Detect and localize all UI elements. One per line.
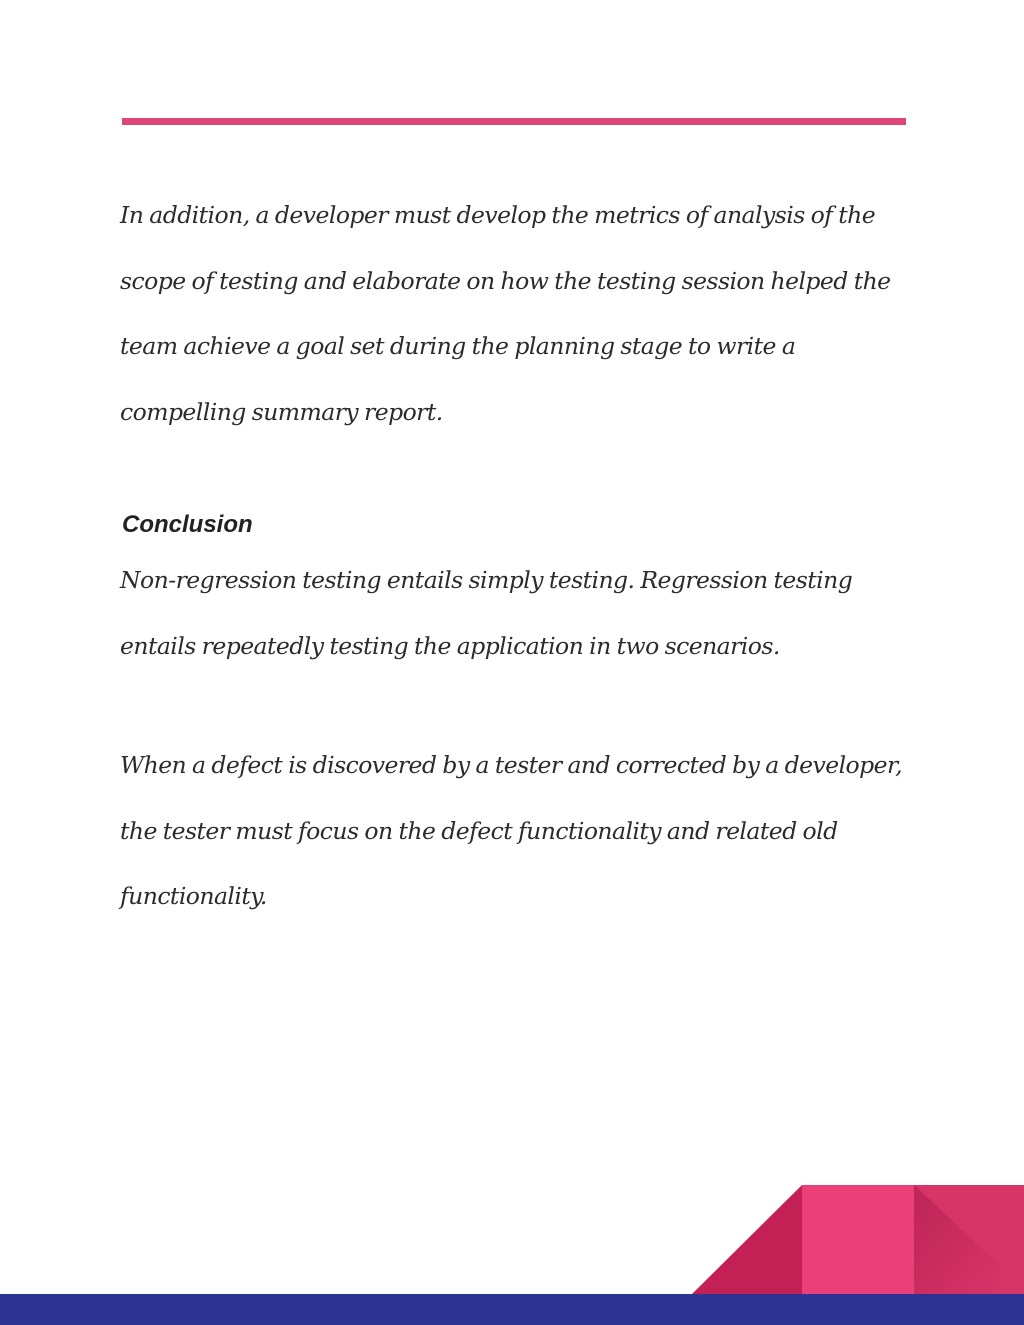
paragraph-line: functionality. <box>120 882 267 910</box>
paragraph-line: In addition, a developer must develop the metrics of analysis of the <box>120 201 876 229</box>
paragraph-line: the tester must focus on the defect functionality and related old <box>120 816 838 845</box>
paragraph-line: Non-regression testing entails simply testing. Regression testing <box>120 566 853 594</box>
paragraph-defect-focus <box>120 733 920 930</box>
footer-bar <box>0 1294 1024 1325</box>
paragraph-line: team achieve a goal set during the planning stage to write a <box>120 332 796 360</box>
paragraph-line: scope of testing and elaborate on how the testing session helped the <box>120 266 891 295</box>
paragraph-summary-metrics <box>120 183 920 445</box>
paragraph-line: When a defect is discovered by a tester and corrected by a developer, <box>120 751 903 779</box>
paragraph-line: compelling summary report. <box>120 397 443 426</box>
paragraph-regression-definition <box>120 548 920 679</box>
paragraph-line: entails repeatedly testing the application in two scenarios. <box>120 631 780 660</box>
deco-triangle-left <box>692 1185 802 1294</box>
top-accent-rule <box>122 118 906 125</box>
deco-square-middle <box>802 1185 914 1294</box>
conclusion-heading: Conclusion <box>122 511 253 538</box>
